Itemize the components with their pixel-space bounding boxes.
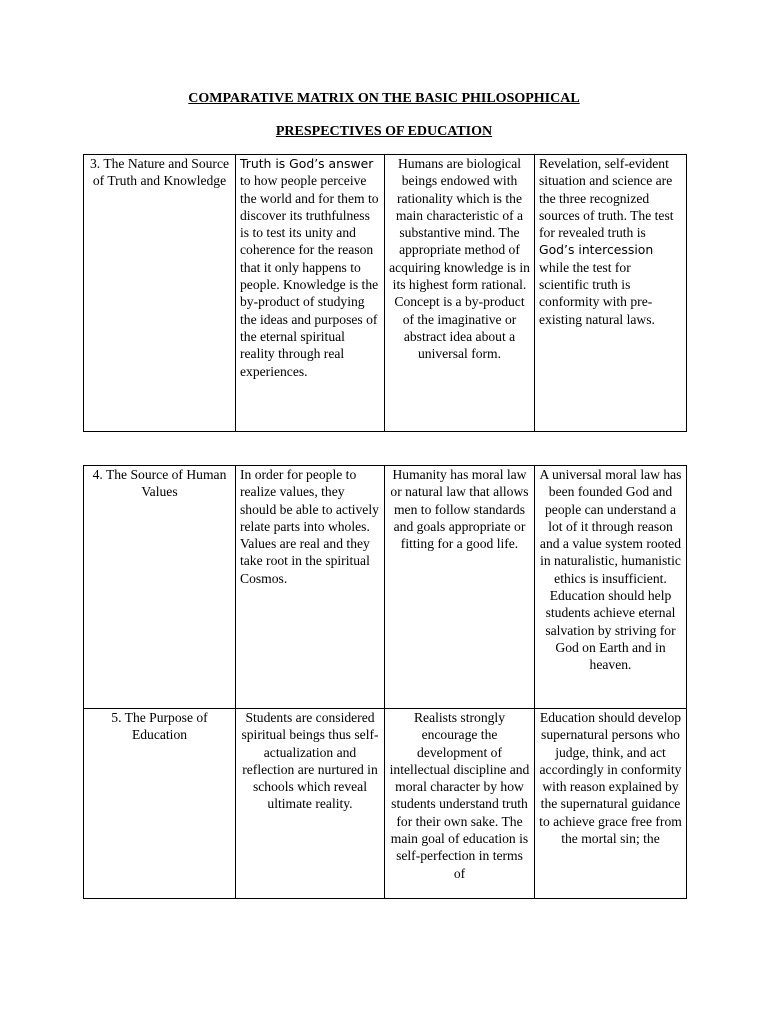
cell-lead-text: Truth is God’s answer [240, 156, 374, 171]
row-label-human-values: 4. The Source of Human Values [84, 466, 236, 709]
cell-text: to how people perceive the world and for them to discover its truthfulness is to test its unity and coherence for the reason that it only happens to people. Knowledge is the by-product of studying the ideas and purposes of the eternal spiritual reality through real experiences. [240, 173, 379, 379]
thomism-cell [535, 155, 687, 432]
cell-text: while the test for scientific truth is conformity with pre-existing natural laws. [539, 259, 655, 327]
matrix-table-values-purpose [83, 465, 687, 899]
realism-cell: Humanity has moral law or natural law that allows men to follow standards and goals appropriate or fitting for a good life. [385, 466, 535, 709]
idealism-cell [236, 155, 385, 432]
cell-sans-text: God’s intercession [539, 242, 654, 258]
matrix-table-truth [83, 154, 687, 432]
realism-cell: Humans are biological beings endowed with rationality which is the main characteristic of a substantive mind. The appropriate method of acquiring knowledge is in its highest form rational. Concept is a by-product of the imaginative or abstract idea about a universal form. [385, 155, 535, 432]
cell-text: Revelation, self-evident situation and science are the three recognized sources of truth. The test for revealed truth is [539, 156, 674, 241]
idealism-cell: Students are considered spiritual beings thus self-actualization and reflection are nurtured in schools which reveal ultimate reality. [236, 709, 385, 899]
table-row [84, 466, 687, 709]
document-title-line-2: PRESPECTIVES OF EDUCATION [275, 124, 493, 139]
document-title-line-1: COMPARATIVE MATRIX ON THE BASIC PHILOSOPHICAL [188, 91, 580, 106]
thomism-cell: A universal moral law has been founded God and people can understand a lot of it through reason and a value system rooted in naturalistic, humanistic ethics is insufficient. Education should help students achieve eternal salvation by striving for God on Earth and in heaven. [535, 466, 687, 709]
table-row [84, 155, 687, 432]
table-row [84, 709, 687, 899]
row-label-truth-knowledge: 3. The Nature and Source of Truth and Knowledge [84, 155, 236, 432]
row-label-purpose-education: 5. The Purpose of Education [84, 709, 236, 899]
thomism-cell: Education should develop supernatural persons who judge, think, and act accordingly in conformity with reason explained by the supernatural guidance to achieve grace free from the mortal sin; the [535, 709, 687, 899]
realism-cell: Realists strongly encourage the development of intellectual discipline and moral character by how students understand truth for their own sake. The main goal of education is self-perfection in terms of [385, 709, 535, 899]
idealism-cell: In order for people to realize values, they should be able to actively relate parts into wholes. Values are real and they take root in the spiritual Cosmos. [236, 466, 385, 709]
